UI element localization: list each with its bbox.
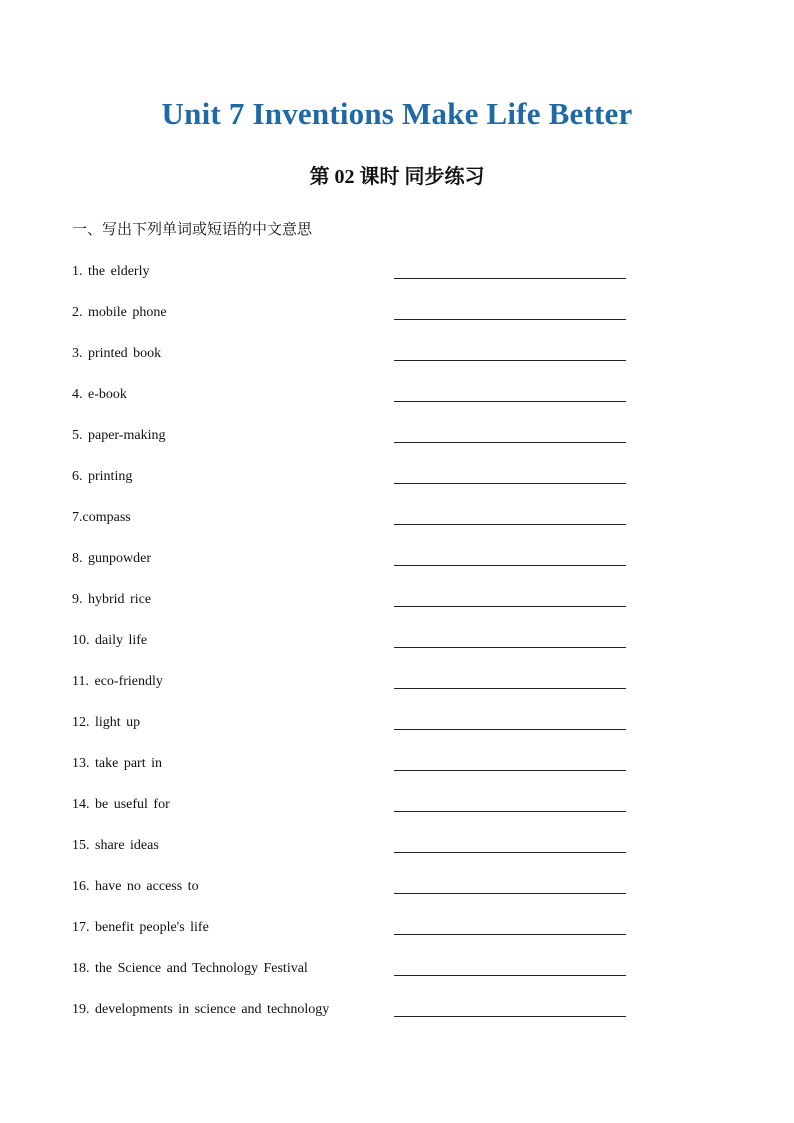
item-text: 8. gunpowder	[72, 551, 151, 566]
item-text: 15. share ideas	[72, 838, 159, 853]
answer-blank[interactable]	[394, 442, 626, 443]
answer-blank[interactable]	[394, 688, 626, 689]
list-item	[72, 342, 632, 383]
item-text: 2. mobile phone	[72, 305, 167, 320]
list-item	[72, 588, 632, 629]
item-text: 7.compass	[72, 510, 131, 525]
item-text: 18. the Science and Technology Festival	[72, 961, 308, 976]
list-item	[72, 752, 632, 793]
answer-blank[interactable]	[394, 606, 626, 607]
answer-blank[interactable]	[394, 934, 626, 935]
answer-blank[interactable]	[394, 893, 626, 894]
section-heading: 一、写出下列单词或短语的中文意思	[72, 220, 313, 238]
list-item	[72, 465, 632, 506]
list-item	[72, 711, 632, 752]
list-item	[72, 998, 632, 1039]
answer-blank[interactable]	[394, 483, 626, 484]
item-text: 4. e-book	[72, 387, 127, 402]
item-text: 5. paper-making	[72, 428, 166, 443]
answer-blank[interactable]	[394, 729, 626, 730]
answer-blank[interactable]	[394, 319, 626, 320]
item-text: 1. the elderly	[72, 264, 150, 279]
list-item	[72, 670, 632, 711]
item-text: 17. benefit people's life	[72, 920, 209, 935]
list-item	[72, 793, 632, 834]
answer-blank[interactable]	[394, 811, 626, 812]
item-text: 13. take part in	[72, 756, 162, 771]
answer-blank[interactable]	[394, 360, 626, 361]
item-text: 10. daily life	[72, 633, 148, 648]
item-text: 3. printed book	[72, 346, 162, 361]
list-item	[72, 916, 632, 957]
list-item	[72, 875, 632, 916]
list-item	[72, 424, 632, 465]
answer-blank[interactable]	[394, 524, 626, 525]
list-item	[72, 834, 632, 875]
list-item	[72, 506, 632, 547]
item-text: 16. have no access to	[72, 879, 199, 894]
answer-blank[interactable]	[394, 565, 626, 566]
page-title: Unit 7 Inventions Make Life Better	[161, 96, 633, 131]
list-item	[72, 301, 632, 342]
item-text: 12. light up	[72, 715, 141, 730]
item-text: 9. hybrid rice	[72, 592, 152, 607]
exercise-list	[72, 260, 632, 1039]
item-text: 14. be useful for	[72, 797, 170, 812]
answer-blank[interactable]	[394, 852, 626, 853]
list-item	[72, 260, 632, 301]
item-text: 11. eco-friendly	[72, 674, 163, 689]
answer-blank[interactable]	[394, 770, 626, 771]
answer-blank[interactable]	[394, 1016, 626, 1017]
list-item	[72, 957, 632, 998]
list-item	[72, 383, 632, 424]
answer-blank[interactable]	[394, 401, 626, 402]
lesson-subtitle: 第 02 课时 同步练习	[309, 166, 485, 188]
item-text: 19. developments in science and technology	[72, 1002, 330, 1017]
answer-blank[interactable]	[394, 278, 626, 279]
answer-blank[interactable]	[394, 647, 626, 648]
list-item	[72, 547, 632, 588]
list-item	[72, 629, 632, 670]
item-text: 6. printing	[72, 469, 133, 484]
answer-blank[interactable]	[394, 975, 626, 976]
